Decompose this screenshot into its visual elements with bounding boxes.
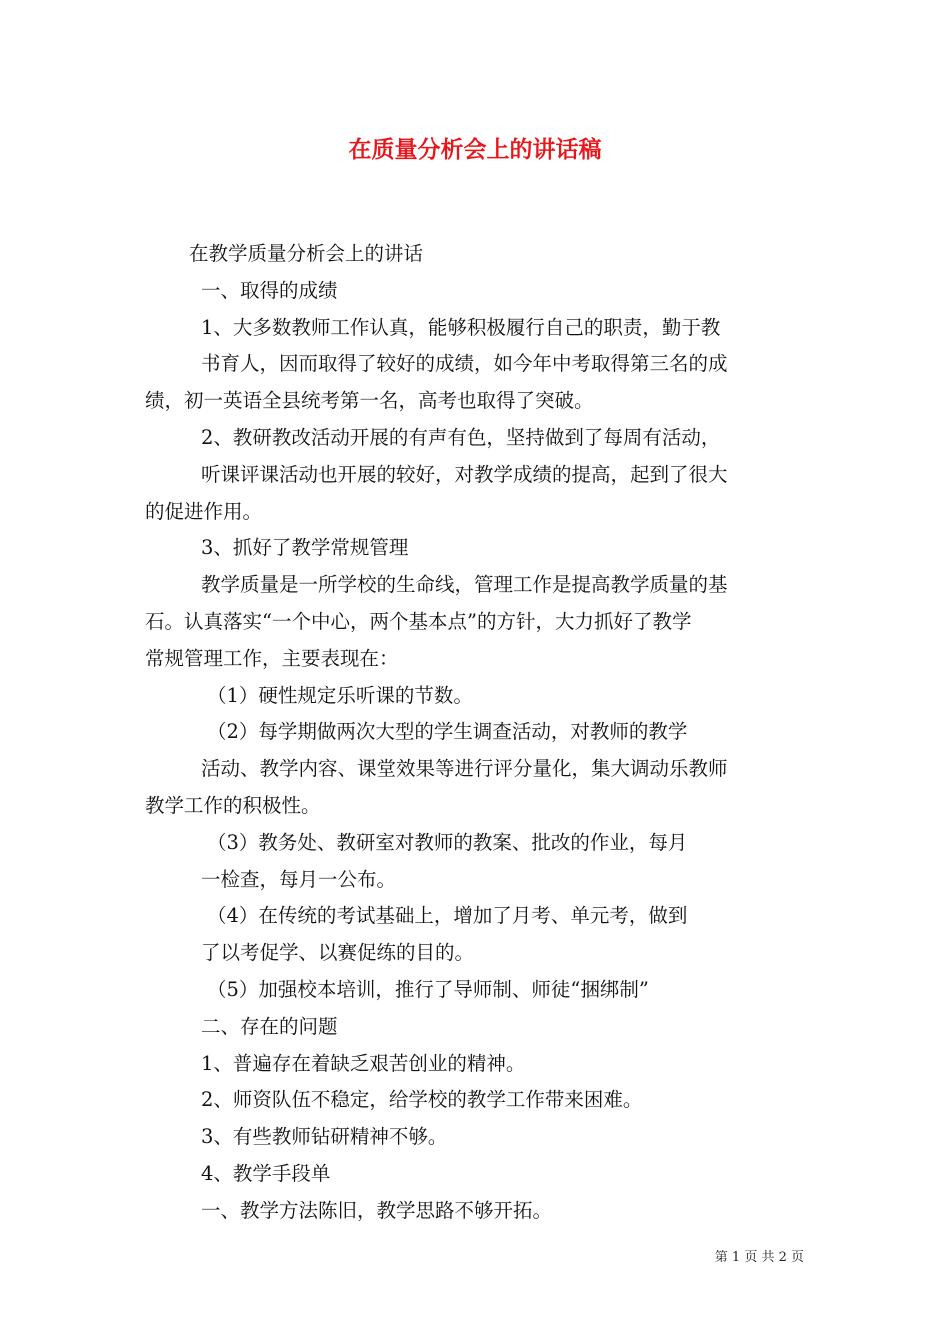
page-number: 第 1 页 共 2 页: [714, 1250, 804, 1265]
paragraph-line: 一、教学方法陈旧，教学思路不够开拓。: [201, 1198, 553, 1222]
paragraph-line: 活动、教学内容、课堂效果等进行评分量化，集大调动乐教师: [201, 757, 728, 781]
paragraph-line: 的促进作用。: [145, 499, 263, 523]
list-item: （3）教务处、教研室对教师的教案、批改的作业，每月: [207, 830, 688, 854]
list-item: 1、普遍存在着缺乏艰苦创业的精神。: [201, 1051, 526, 1075]
paragraph-line: 教学质量是一所学校的生命线，管理工作是提高教学质量的基: [201, 573, 728, 597]
paragraph-line: 2、教研教改活动开展的有声有色，坚持做到了每周有活动，: [201, 425, 721, 449]
document-title: 在质量分析会上的讲话稿: [348, 136, 602, 163]
paragraph-line: 3、抓好了教学常规管理: [201, 536, 409, 560]
paragraph-line: 听课评课活动也开展的较好，对教学成绩的提高，起到了很大: [201, 462, 728, 486]
list-item: （5）加强校本培训，推行了导师制、师徒“捆绑制”: [207, 977, 649, 1001]
list-item: 4、教学手段单: [201, 1161, 331, 1185]
paragraph-line: 教学工作的积极性。: [145, 793, 321, 817]
section-heading: 二、存在的问题: [201, 1014, 338, 1038]
paragraph-line: 1、大多数教师工作认真，能够积极履行自己的职责，勤于教: [201, 315, 721, 339]
list-item: （1）硬性规定乐听课的节数。: [207, 683, 473, 707]
paragraph-line: 绩，初一英语全县统考第一名，高考也取得了突破。: [145, 389, 594, 413]
list-item: （4）在传统的考试基础上，增加了月考、单元考，做到: [207, 904, 688, 928]
list-item: （2）每学期做两次大型的学生调查活动，对教师的教学: [207, 720, 688, 744]
section-heading: 一、取得的成绩: [201, 278, 338, 302]
document-body: [145, 236, 815, 1230]
list-item: 3、有些教师钻研精神不够。: [201, 1125, 448, 1149]
paragraph-line: 在教学质量分析会上的讲话: [189, 242, 424, 265]
paragraph-line: 了以考促学、以赛促练的目的。: [201, 941, 475, 965]
paragraph-line: 书育人，因而取得了较好的成绩，如今年中考取得第三名的成: [201, 352, 728, 376]
paragraph-line: 常规管理工作，主要表现在：: [145, 646, 399, 670]
paragraph-line: 一检查，每月一公布。: [201, 867, 397, 891]
paragraph-line: 石。认真落实“一个中心，两个基本点”的方针，大力抓好了教学: [145, 609, 692, 633]
list-item: 2、师资队伍不稳定，给学校的教学工作带来困难。: [201, 1088, 643, 1112]
